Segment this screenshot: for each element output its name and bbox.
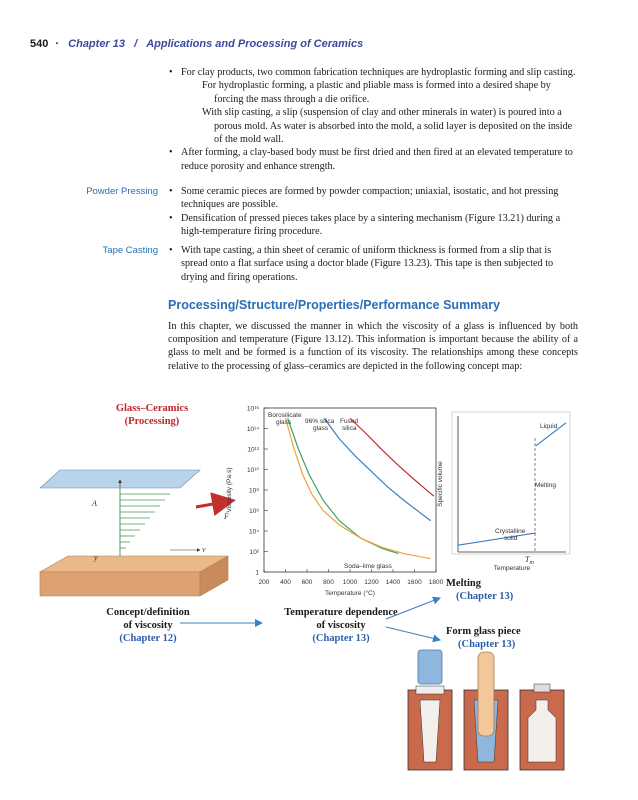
tempdep-line2: of viscosity: [316, 620, 366, 631]
x-tick-label: 1600: [407, 579, 422, 586]
y-tick-label: 10¹⁶: [246, 405, 259, 413]
margin-label-powder-pressing: Powder Pressing: [86, 186, 158, 197]
mold-3-neck: [534, 684, 550, 692]
sub-slip-casting-text: With slip casting, a slip (suspension of clay and other minerals in water) is poured into a porous mold. As water is absorbed into the mold, a solid layer is deposited on the inside of the mold wall.: [202, 107, 573, 146]
margin-label-tape-casting: Tape Casting: [102, 245, 158, 256]
melting-label: Melting: [446, 578, 481, 589]
viscosity-chart: [226, 406, 444, 598]
x-tick-label: 1000: [342, 579, 358, 586]
y-tick-label: 10⁸: [249, 487, 259, 495]
concept-title-line2: (Processing): [124, 416, 180, 427]
tm-symbol: T: [525, 555, 530, 564]
label-A: A: [92, 499, 97, 508]
viscosity-ylabel: Viscosity (Pa·s): [226, 467, 233, 513]
label-fused-2: silica: [342, 425, 357, 432]
bullet-tape-casting: • With tape casting, a thin sheet of ceramic of uniform thickness is formed from a slip that is spread onto a flat surface using a doctor blade (Figure 13.23). This tape is then subjected to drying and firing operations.: [168, 244, 578, 284]
x-tick-label: 400: [280, 579, 291, 586]
bullet-clay-products: • For clay products, two common fabrication techniques are hydroplastic forming and slip casting.: [168, 66, 578, 79]
arrow-to-melting: [386, 598, 440, 619]
label-96silica-2: glass: [313, 425, 329, 432]
force-arrow: [196, 501, 230, 507]
shear-diagram: [40, 470, 230, 596]
x-tick-label: 1400: [385, 579, 401, 586]
shear-bottom-plate-front: [40, 572, 200, 596]
viscosity-ref: (Chapter 12): [119, 633, 177, 644]
specvol-xlabel: Temperature: [493, 565, 531, 572]
page-number: 540: [30, 38, 49, 50]
form-glass-label: Form glass piece: [446, 626, 521, 637]
mold-1-rim: [416, 686, 444, 694]
specvol-ylabel: Specific volume: [437, 461, 444, 507]
chapter-label: Chapter 13: [68, 38, 126, 50]
bullet-powder-compaction: • Some ceramic pieces are formed by powder compaction; uniaxial, isostatic, and hot pressing techniques are possible.: [168, 185, 578, 212]
specific-volume-chart: [437, 412, 570, 572]
arrow-to-form-glass: [386, 627, 440, 640]
viscosity-line2: of viscosity: [123, 620, 173, 631]
summary-paragraph: In this chapter, we discussed the manner in which the viscosity of a glass is influenced by both composition and temperature (Figure 13.12). This information is important because the ability of a glass to melt and be formed is a function of its viscosity. The relationships among these concepts relative to the processing of glass–ceramics are depicted in the following concept map:: [168, 321, 578, 372]
label-v: v: [202, 545, 206, 554]
viscosity-xlabel: Temperature (°C): [325, 590, 375, 597]
glass-forming-illustration: [408, 650, 564, 770]
y-tick-label: 10¹⁴: [246, 426, 259, 433]
glass-gob: [418, 650, 442, 684]
y-tick-label: 10²: [249, 549, 259, 556]
bullet-drying-firing: • After forming, a clay-based body must be first dried and then fired at an elevated temperature to reduce porosity and enhance strength.: [168, 146, 578, 173]
label-fused-1: Fused: [340, 418, 359, 425]
x-tick-label: 1200: [364, 579, 379, 586]
label-borosilicate-1: Borosilicate: [268, 412, 302, 419]
y-tick-label: 10¹²: [247, 446, 259, 454]
specvol-label-crystalline-1: Crystalline: [495, 528, 526, 535]
plunger: [478, 652, 494, 736]
y-tick-label: 10⁶: [249, 508, 259, 515]
summary-heading: Processing/Structure/Properties/Performance Summary: [168, 298, 501, 312]
chapter-title: Applications and Processing of Ceramics: [146, 38, 364, 50]
bullet-densification: • Densification of pressed pieces takes place by a sintering mechanism (Figure 13.21) during a high-temperature firing procedure.: [168, 212, 578, 239]
specvol-label-crystalline-2: solid: [504, 535, 518, 542]
concept-title-line1: Glass–Ceramics: [115, 403, 189, 414]
velocity-profile-arrows: [120, 494, 170, 548]
y-tick-label: 1: [255, 569, 259, 577]
x-tick-label: 1800: [428, 579, 444, 586]
x-tick-label: 800: [323, 579, 334, 586]
sub-hydroplastic-text: For hydroplastic forming, a plastic and pliable mass is formed into a desired shape by forcing the mass through a die orifice.: [202, 80, 551, 105]
label-y: y: [94, 553, 98, 562]
specvol-label-liquid: Liquid: [540, 423, 558, 430]
y-tick-label: 10¹⁰: [246, 467, 259, 474]
shear-bottom-plate-top: [40, 556, 228, 572]
form-glass-ref: (Chapter 13): [458, 639, 516, 650]
x-tick-label: 200: [258, 579, 270, 586]
x-tick-label: 600: [301, 579, 313, 586]
label-F: F: [224, 512, 229, 521]
label-sodalime: Soda–lime glass: [344, 563, 392, 570]
header-slash: /: [134, 38, 138, 50]
specvol-label-melting: Melting: [535, 482, 556, 489]
tempdep-ref: (Chapter 13): [312, 633, 370, 644]
label-96silica-1: 96% silica: [305, 418, 335, 425]
header-separator: ·: [55, 38, 60, 50]
label-borosilicate-2: glass: [276, 419, 292, 426]
tempdep-line1: Temperature dependence: [284, 607, 398, 618]
viscosity-line1: Concept/definition: [106, 607, 190, 618]
y-tick-label: 10⁴: [248, 528, 259, 536]
melting-ref: (Chapter 13): [456, 591, 514, 602]
tm-subscript: m: [529, 560, 534, 566]
